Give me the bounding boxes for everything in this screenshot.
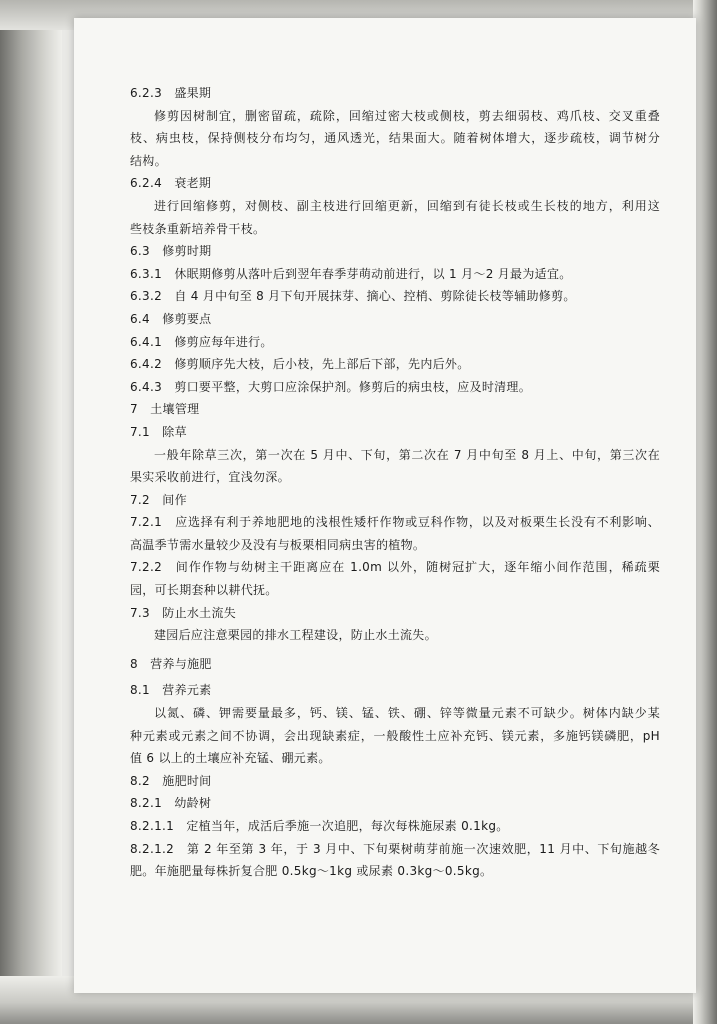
text-line: 果实采收前进行，宜浅勿深。 — [130, 470, 290, 485]
text-line: 6.4.1 修剪应每年进行。 — [130, 334, 273, 349]
section-heading: 8.2.1 幼龄树 — [130, 796, 212, 811]
text-line: 肥。年施肥量每株折复合肥 0.5kg～1kg 或尿素 0.3kg～0.5kg。 — [130, 864, 493, 879]
section-heading: 6.4 修剪要点 — [130, 311, 212, 326]
text-line: 6.3.2 自 4 月中旬至 8 月下旬开展抹芽、摘心、控梢、剪除徒长枝等辅助修剪。 — [130, 289, 576, 304]
section-heading: 7.2 间作 — [130, 492, 187, 507]
text-line: 以氮、磷、钾需要量最多，钙、镁、锰、铁、硼、锌等微量元素不可缺少。树体内缺少某 — [154, 706, 660, 721]
section-heading: 6.3 修剪时期 — [130, 244, 212, 259]
section-heading: 8.2 施肥时间 — [130, 773, 212, 788]
text-line: 种元素或元素之间不协调，会出现缺素症，一般酸性土应补充钙、镁元素，多施钙镁磷肥，pH — [130, 728, 660, 743]
text-line: 高温季节需水量较少及没有与板栗相同病虫害的植物。 — [130, 537, 426, 552]
section-heading: 7.1 除草 — [130, 424, 187, 439]
text-line: 修剪因树制宜，删密留疏，疏除，回缩过密大枝或侧枝，剪去细弱枝、鸡爪枝、交叉重叠 — [154, 108, 660, 123]
section-heading: 6.2.4 衰老期 — [130, 176, 212, 191]
text-line: 枝、病虫枝，保持侧枝分布均匀，通风透光，结果面大。随着树体增大，逐步疏枝，调节树分 — [130, 131, 660, 146]
text-line: 6.3.1 休眠期修剪从落叶后到翌年春季芽萌动前进行，以 1 月～2 月最为适宜。 — [130, 266, 572, 281]
text-line: 些枝条重新培养骨干枝。 — [130, 221, 266, 236]
text-line: 一般年除草三次，第一次在 5 月中、下旬，第二次在 7 月中旬至 8 月上、中旬，第三次在 — [154, 447, 660, 462]
text-line: 园，可长期套种以耕代抚。 — [130, 583, 278, 598]
text-line: 8.2.1.1 定植当年，成活后季施一次追肥，每次每株施尿素 0.1kg。 — [130, 819, 509, 833]
document-body — [130, 82, 660, 883]
scan-shadow-right — [693, 0, 717, 1024]
text-line: 6.4.2 修剪顺序先大枝，后小枝，先上部后下部，先内后外。 — [130, 357, 470, 372]
text-line: 值 6 以上的土壤应补充锰、硼元素。 — [130, 751, 331, 766]
scan-shadow-left — [0, 0, 62, 1024]
section-heading: 6.2.3 盛果期 — [130, 86, 212, 100]
section-heading: 8.1 营养元素 — [130, 683, 212, 698]
section-heading: 8 营养与施肥 — [130, 656, 212, 671]
text-line: 6.4.3 剪口要平整，大剪口应涂保护剂。修剪后的病虫枝，应及时清理。 — [130, 379, 532, 394]
text-line: 7.2.2 间作作物与幼树主干距离应在 1.0m 以外，随树冠扩大，逐年缩小间作范围，稀疏栗 — [130, 560, 660, 575]
text-line: 建园后应注意栗园的排水工程建设，防止水土流失。 — [154, 628, 437, 643]
text-line: 7.2.1 应选择有利于养地肥地的浅根性矮杆作物或豆科作物，以及对板栗生长没有不利影响、 — [130, 515, 660, 530]
text-line: 进行回缩修剪，对侧枝、副主枝进行回缩更新，回缩到有徒长枝或生长枝的地方，利用这 — [154, 198, 660, 213]
text-line: 8.2.1.2 第 2 年至第 3 年，于 3 月中、下旬栗树萌芽前施一次速效肥，11 月中、下旬施越冬 — [130, 841, 660, 856]
section-heading: 7 土壤管理 — [130, 402, 200, 417]
text-line: 结构。 — [130, 153, 167, 168]
section-heading: 7.3 防止水土流失 — [130, 605, 237, 620]
